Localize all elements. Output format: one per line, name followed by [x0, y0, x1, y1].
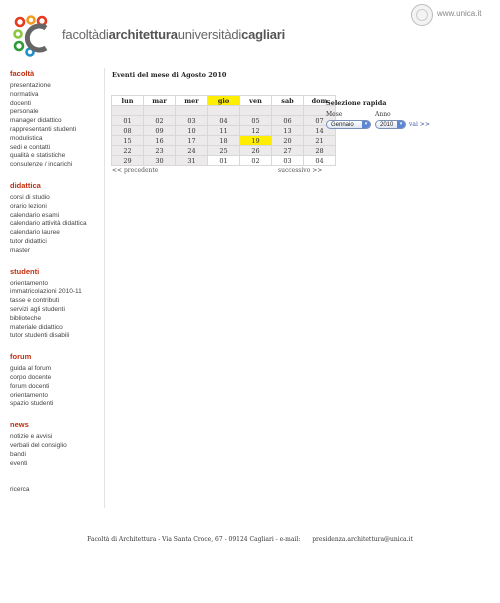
sidebar-item[interactable]: guida al forum: [10, 365, 52, 373]
sidebar-item[interactable]: servizi agli studenti: [10, 305, 65, 313]
calendar-week-row: [112, 116, 336, 126]
calendar-day[interactable]: 07: [304, 116, 336, 126]
calendar-day[interactable]: [272, 106, 304, 116]
weekday-header: lun: [112, 96, 144, 106]
calendar-day[interactable]: 10: [176, 126, 208, 136]
sidebar-item[interactable]: materiale didattico: [10, 323, 63, 331]
sidebar-item[interactable]: calendario esami: [10, 211, 60, 219]
nav-section-title[interactable]: studenti: [10, 266, 40, 276]
calendar-day[interactable]: 30: [144, 156, 176, 166]
weekday-header: sab: [272, 96, 304, 106]
sidebar-item[interactable]: docenti: [10, 99, 31, 107]
sidebar-nav: [10, 68, 105, 495]
weekday-header: mar: [144, 96, 176, 106]
year-select[interactable]: [375, 120, 406, 129]
footer-address: Facoltà di Architettura - Via Santa Croce, 67 - 09124 Cagliari - e-mail:: [87, 536, 301, 543]
calendar-day[interactable]: 01: [208, 156, 240, 166]
sidebar-item[interactable]: corsi di studio: [10, 193, 50, 201]
calendar-day[interactable]: 16: [144, 136, 176, 146]
month-label: Mese: [326, 111, 343, 118]
calendar-day[interactable]: 01: [112, 116, 144, 126]
sidebar-item[interactable]: corpo docente: [10, 373, 52, 381]
calendar-day[interactable]: 20: [272, 136, 304, 146]
quick-select-title: Selezione rapida: [326, 99, 387, 107]
faculty-logo: [12, 14, 56, 58]
sidebar-item[interactable]: orientamento: [10, 279, 48, 287]
event-calendar: [111, 95, 336, 166]
calendar-header-row: [112, 96, 336, 106]
calendar-day[interactable]: 31: [176, 156, 208, 166]
calendar-day[interactable]: 15: [112, 136, 144, 146]
sidebar-item[interactable]: spazio studenti: [10, 400, 54, 408]
sidebar-item[interactable]: modulistica: [10, 134, 43, 142]
calendar-day[interactable]: 21: [304, 136, 336, 146]
faculty-title: facoltàdiarchitetturauniversitàdicagliari: [62, 27, 286, 42]
calendar-week-row: [112, 146, 336, 156]
calendar-day[interactable]: 26: [240, 146, 272, 156]
footer: [0, 536, 500, 543]
calendar-day[interactable]: 25: [208, 146, 240, 156]
sidebar-item[interactable]: tutor didattici: [10, 237, 47, 245]
sidebar-item[interactable]: qualità e statistiche: [10, 152, 66, 160]
sidebar-item[interactable]: verbali del consiglio: [10, 441, 67, 449]
weekday-header: ven: [240, 96, 272, 106]
calendar-day[interactable]: [176, 106, 208, 116]
calendar-day[interactable]: 22: [112, 146, 144, 156]
sidebar-item[interactable]: orientamento: [10, 391, 48, 399]
calendar-day[interactable]: 02: [144, 116, 176, 126]
nav-section-1: [10, 180, 105, 256]
calendar-day[interactable]: 04: [304, 156, 336, 166]
page-title: Eventi del mese di Agosto 2010: [112, 71, 227, 79]
sidebar-item[interactable]: biblioteche: [10, 314, 42, 322]
sidebar-item[interactable]: consulenze / incarichi: [10, 161, 73, 169]
calendar-day[interactable]: 05: [240, 116, 272, 126]
sidebar-item-ricerca[interactable]: ricerca: [10, 486, 30, 494]
calendar-day[interactable]: 23: [144, 146, 176, 156]
next-month-link[interactable]: successivo >>: [278, 167, 323, 174]
calendar-day[interactable]: 02: [240, 156, 272, 166]
nav-section-0: [10, 68, 105, 170]
year-label: Anno: [375, 111, 391, 118]
select-arrows-icon: ▾: [397, 121, 405, 128]
calendar-week-row: [112, 126, 336, 136]
sidebar-item[interactable]: presentazione: [10, 82, 51, 89]
weekday-header: dom: [304, 96, 336, 106]
year-select-value: 2010: [380, 122, 394, 128]
sidebar-item[interactable]: notizie e avvisi: [10, 433, 53, 441]
footer-email-link[interactable]: presidenza.architettura@unica.it: [312, 536, 413, 543]
calendar-day[interactable]: 03: [176, 116, 208, 126]
nav-section-title[interactable]: news: [10, 420, 29, 430]
go-button[interactable]: vai >>: [409, 121, 430, 128]
calendar-day[interactable]: [144, 106, 176, 116]
month-select-value: Gennaio: [331, 122, 354, 128]
calendar-day[interactable]: 19: [240, 136, 272, 146]
calendar-day[interactable]: 09: [144, 126, 176, 136]
calendar-day[interactable]: 04: [208, 116, 240, 126]
nav-section-title[interactable]: forum: [10, 352, 32, 362]
nav-section-2: [10, 266, 105, 342]
calendar-day[interactable]: 18: [208, 136, 240, 146]
calendar-week-row: [112, 106, 336, 116]
calendar-week-row: [112, 136, 336, 146]
nav-section-title[interactable]: facoltà: [10, 69, 35, 78]
sidebar-item[interactable]: normativa: [10, 90, 39, 98]
calendar-day[interactable]: 12: [240, 126, 272, 136]
month-select[interactable]: [326, 120, 371, 129]
calendar-day[interactable]: 08: [112, 126, 144, 136]
nav-section-title[interactable]: didattica: [10, 180, 41, 190]
divider: [104, 68, 105, 508]
sidebar-item[interactable]: master: [10, 246, 30, 254]
weekday-header: gio: [208, 96, 240, 106]
sidebar-item[interactable]: personale: [10, 108, 39, 116]
calendar-day[interactable]: 14: [304, 126, 336, 136]
calendar-day[interactable]: 03: [272, 156, 304, 166]
sidebar-item[interactable]: immatricolazioni 2010-11: [10, 288, 82, 296]
calendar-week-row: [112, 156, 336, 166]
sidebar-item[interactable]: rappresentanti studenti: [10, 125, 77, 133]
sidebar-item[interactable]: bandi: [10, 450, 26, 458]
calendar-day[interactable]: [208, 106, 240, 116]
calendar-day[interactable]: 29: [112, 156, 144, 166]
calendar-day[interactable]: [112, 106, 144, 116]
sidebar-item[interactable]: tutor studenti disabili: [10, 332, 70, 340]
weekday-header: mer: [176, 96, 208, 106]
sidebar-item[interactable]: forum docenti: [10, 382, 50, 390]
calendar-day[interactable]: 17: [176, 136, 208, 146]
calendar-day[interactable]: 13: [272, 126, 304, 136]
sidebar-item[interactable]: calendario lauree: [10, 229, 60, 237]
nav-section-3: [10, 351, 105, 409]
calendar-day[interactable]: 28: [304, 146, 336, 156]
calendar-day[interactable]: [240, 106, 272, 116]
sidebar-item[interactable]: manager didattico: [10, 117, 62, 125]
calendar-day[interactable]: 24: [176, 146, 208, 156]
sidebar-item[interactable]: orario lezioni: [10, 202, 47, 210]
sidebar-item[interactable]: calendario attività didattica: [10, 220, 87, 228]
calendar-day[interactable]: 27: [272, 146, 304, 156]
nav-section-4: [10, 419, 105, 468]
sidebar-item[interactable]: tasse e contributi: [10, 297, 60, 305]
calendar-day[interactable]: 06: [272, 116, 304, 126]
sidebar-item[interactable]: eventi: [10, 459, 28, 467]
calendar-day[interactable]: 11: [208, 126, 240, 136]
previous-month-link[interactable]: << precedente: [112, 167, 159, 174]
university-seal-icon: [411, 4, 433, 26]
site-link[interactable]: www.unica.it: [437, 9, 482, 18]
sidebar-item[interactable]: sedi e contatti: [10, 143, 51, 151]
select-arrows-icon: ▾: [362, 121, 370, 128]
